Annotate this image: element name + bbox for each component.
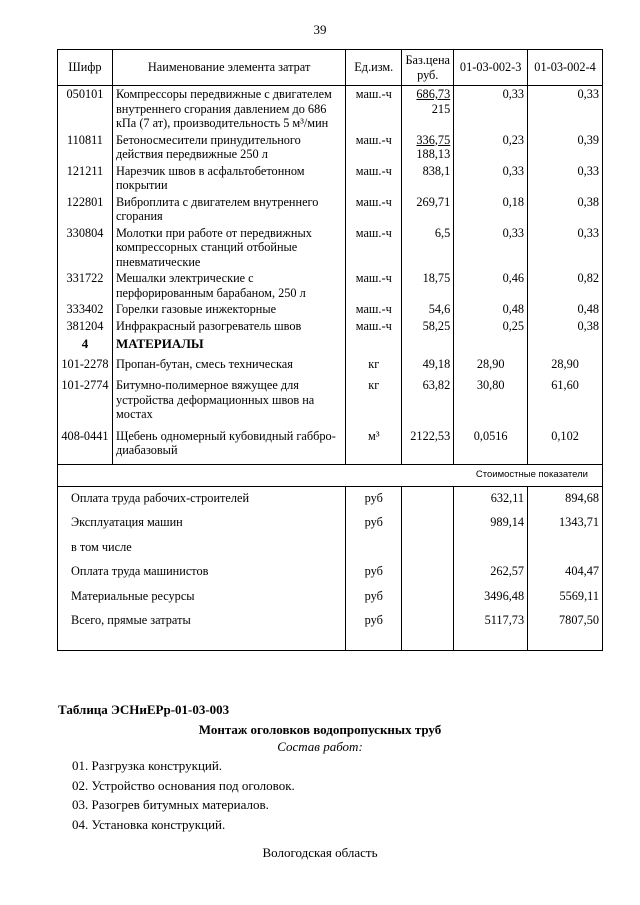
table-row [58,428,603,465]
row-code: 122801 [58,194,113,225]
row-price-value: 838,1 [422,163,451,178]
row-col-a: 0,33 [454,225,528,271]
row-col-b: 0,33 [528,225,603,271]
row-name: Бетоносмесители принудительного действия передвижные 250 л [112,132,345,163]
totals-price-empty [402,536,454,561]
row-name: Горелки газовые инжекторные [112,301,345,318]
row-col-a: 0,33 [454,163,528,194]
totals-col-a: 632,11 [454,486,528,511]
table-row [58,194,603,225]
row-price-value: 18,75 [422,271,451,285]
row-price: 63,82 [402,377,454,428]
row-code: 331722 [58,270,113,301]
row-unit: маш.-ч [346,86,402,132]
row-price-value: 58,25 [422,318,451,333]
row-name: Молотки при работе от передвижных компрессорных станций отбойные пневматические [112,225,345,271]
resource-table [57,49,603,651]
totals-unit: руб [346,560,402,585]
row-code: 101-2278 [58,356,113,378]
row-col-b: 0,33 [528,86,603,132]
header-code: Шифр [58,50,113,86]
row-name: Пропан-бутан, смесь техническая [112,356,345,378]
row-unit: кг [346,377,402,428]
row-price [402,301,454,318]
header-col-b: 01-03-002-4 [528,50,603,86]
row-col-a: 0,33 [454,86,528,132]
row-col-b: 0,39 [528,132,603,163]
row-unit: маш.-ч [346,194,402,225]
row-price-secondary: 188,13 [416,147,451,161]
totals-col-b: 5569,11 [528,585,603,610]
totals-body [58,486,603,650]
list-item: 01. Разгрузка конструкций. [72,758,223,773]
cost-header-row [58,464,603,486]
row-unit: маш.-ч [346,132,402,163]
table-row [58,377,603,428]
totals-price-empty [402,486,454,511]
totals-unit: руб [346,486,402,511]
section-title: МАТЕРИАЛЫ [112,334,345,356]
row-col-a: 30,80 [454,377,528,428]
totals-col-a [454,536,528,561]
table-header-row [58,50,603,86]
page-number: 39 [313,22,327,37]
table-row [58,356,603,378]
row-name: Инфракрасный разогреватель швов [112,318,345,335]
row-col-a: 0,48 [454,301,528,318]
row-unit: маш.-ч [346,318,402,335]
row-unit: маш.-ч [346,270,402,301]
row-price [402,132,454,163]
totals-col-a: 262,57 [454,560,528,585]
row-unit: маш.-ч [346,225,402,271]
totals-label: Эксплуатация машин [58,511,346,536]
header-name: Наименование элемента затрат [112,50,345,86]
totals-col-b: 1343,71 [528,511,603,536]
row-price [402,86,454,132]
totals-price-empty [402,585,454,610]
table-row [58,225,603,271]
row-price-value: 269,71 [416,194,451,209]
row-code: 050101 [58,86,113,132]
row-price [402,270,454,301]
row-col-b: 0,82 [528,270,603,301]
row-code: 121211 [58,163,113,194]
row-name: Виброплита с двигателем внутреннего сгорания [112,194,345,225]
row-col-b: 0,38 [528,194,603,225]
header-col-a: 01-03-002-3 [454,50,528,86]
totals-row [58,536,603,561]
row-unit: маш.-ч [346,301,402,318]
row-price-secondary: 215 [431,101,451,116]
row-price-value: 6,5 [434,225,451,240]
totals-unit [346,536,402,561]
totals-label: Оплата труда рабочих-строителей [58,486,346,511]
totals-col-b: 894,68 [528,486,603,511]
next-table-subheading: Состав работ: [277,739,363,754]
totals-col-b: 404,47 [528,560,603,585]
totals-price-empty [402,609,454,650]
totals-label: Материальные ресурсы [58,585,346,610]
totals-unit: руб [346,609,402,650]
row-name: Щебень одномерный кубовидный габбро-диабазовый [112,428,345,465]
works-list [72,758,295,836]
totals-col-b: 7807,50 [528,609,603,650]
totals-col-b [528,536,603,561]
row-code: 101-2774 [58,377,113,428]
totals-row [58,486,603,511]
row-unit: м³ [346,428,402,465]
row-unit: маш.-ч [346,163,402,194]
row-name: Мешалки электрические с перфорированным барабаном, 250 л [112,270,345,301]
row-code: 330804 [58,225,113,271]
totals-label: в том числе [58,536,346,561]
next-table-title: Таблица ЭСНиЕРр-01-03-003 [58,702,230,717]
totals-label: Оплата труда машинистов [58,560,346,585]
row-price-value: 686,73 [416,87,451,101]
materials-section [58,334,603,356]
row-price [402,194,454,225]
row-code: 333402 [58,301,113,318]
row-col-a: 0,46 [454,270,528,301]
table-row [58,132,603,163]
row-code: 110811 [58,132,113,163]
section-number: 4 [58,334,113,356]
row-col-a: 28,90 [454,356,528,378]
totals-row [58,585,603,610]
row-price-value: 54,6 [428,302,451,316]
totals-price-empty [402,560,454,585]
totals-col-a: 3496,48 [454,585,528,610]
row-unit: кг [346,356,402,378]
list-item: 04. Установка конструкций. [72,816,226,832]
totals-row [58,609,603,650]
footer-region: Вологодская область [262,845,378,860]
row-col-b: 0,102 [528,428,603,465]
row-col-a: 0,0516 [454,428,528,465]
cost-header-label: Стоимостные показатели [58,464,603,486]
row-col-a: 0,25 [454,318,528,335]
row-price: 49,18 [402,356,454,378]
totals-col-a: 5117,73 [454,609,528,650]
row-col-b: 61,60 [528,377,603,428]
row-col-b: 0,48 [528,301,603,318]
row-col-b: 0,33 [528,163,603,194]
row-name: Компрессоры передвижные с двигателем внутреннего сгорания давлением до 686 кПа (7 ат), производительность 5 м³/мин [112,86,345,132]
list-item: 02. Устройство основания под оголовок. [72,777,295,793]
row-name: Нарезчик швов в асфальтобетонном покрытии [112,163,345,194]
totals-unit: руб [346,585,402,610]
table-row [58,318,603,335]
row-name: Битумно-полимерное вяжущее для устройства деформационных швов на мостах [112,377,345,428]
row-price [402,318,454,335]
table-row [58,301,603,318]
totals-col-a: 989,14 [454,511,528,536]
row-price [402,225,454,271]
totals-label: Всего, прямые затраты [58,609,346,650]
header-price: Баз.цена руб. [402,50,454,86]
table-row [58,86,603,132]
header-unit: Ед.изм. [346,50,402,86]
row-price: 2122,53 [402,428,454,465]
row-col-b: 0,38 [528,318,603,335]
table-row [58,163,603,194]
next-table-heading: Монтаж оголовков водопропускных труб [198,722,442,737]
materials-body [58,356,603,465]
row-code: 408-0441 [58,428,113,465]
totals-row [58,560,603,585]
totals-price-empty [402,511,454,536]
list-item: 03. Разогрев битумных материалов. [72,797,269,812]
totals-row [58,511,603,536]
section-row [58,334,603,356]
row-code: 381204 [58,318,113,335]
row-col-b: 28,90 [528,356,603,378]
row-price [402,163,454,194]
row-col-a: 0,23 [454,132,528,163]
machines-body [58,86,603,335]
totals-unit: руб [346,511,402,536]
row-col-a: 0,18 [454,194,528,225]
row-price-value: 336,75 [416,132,451,147]
table-row [58,270,603,301]
